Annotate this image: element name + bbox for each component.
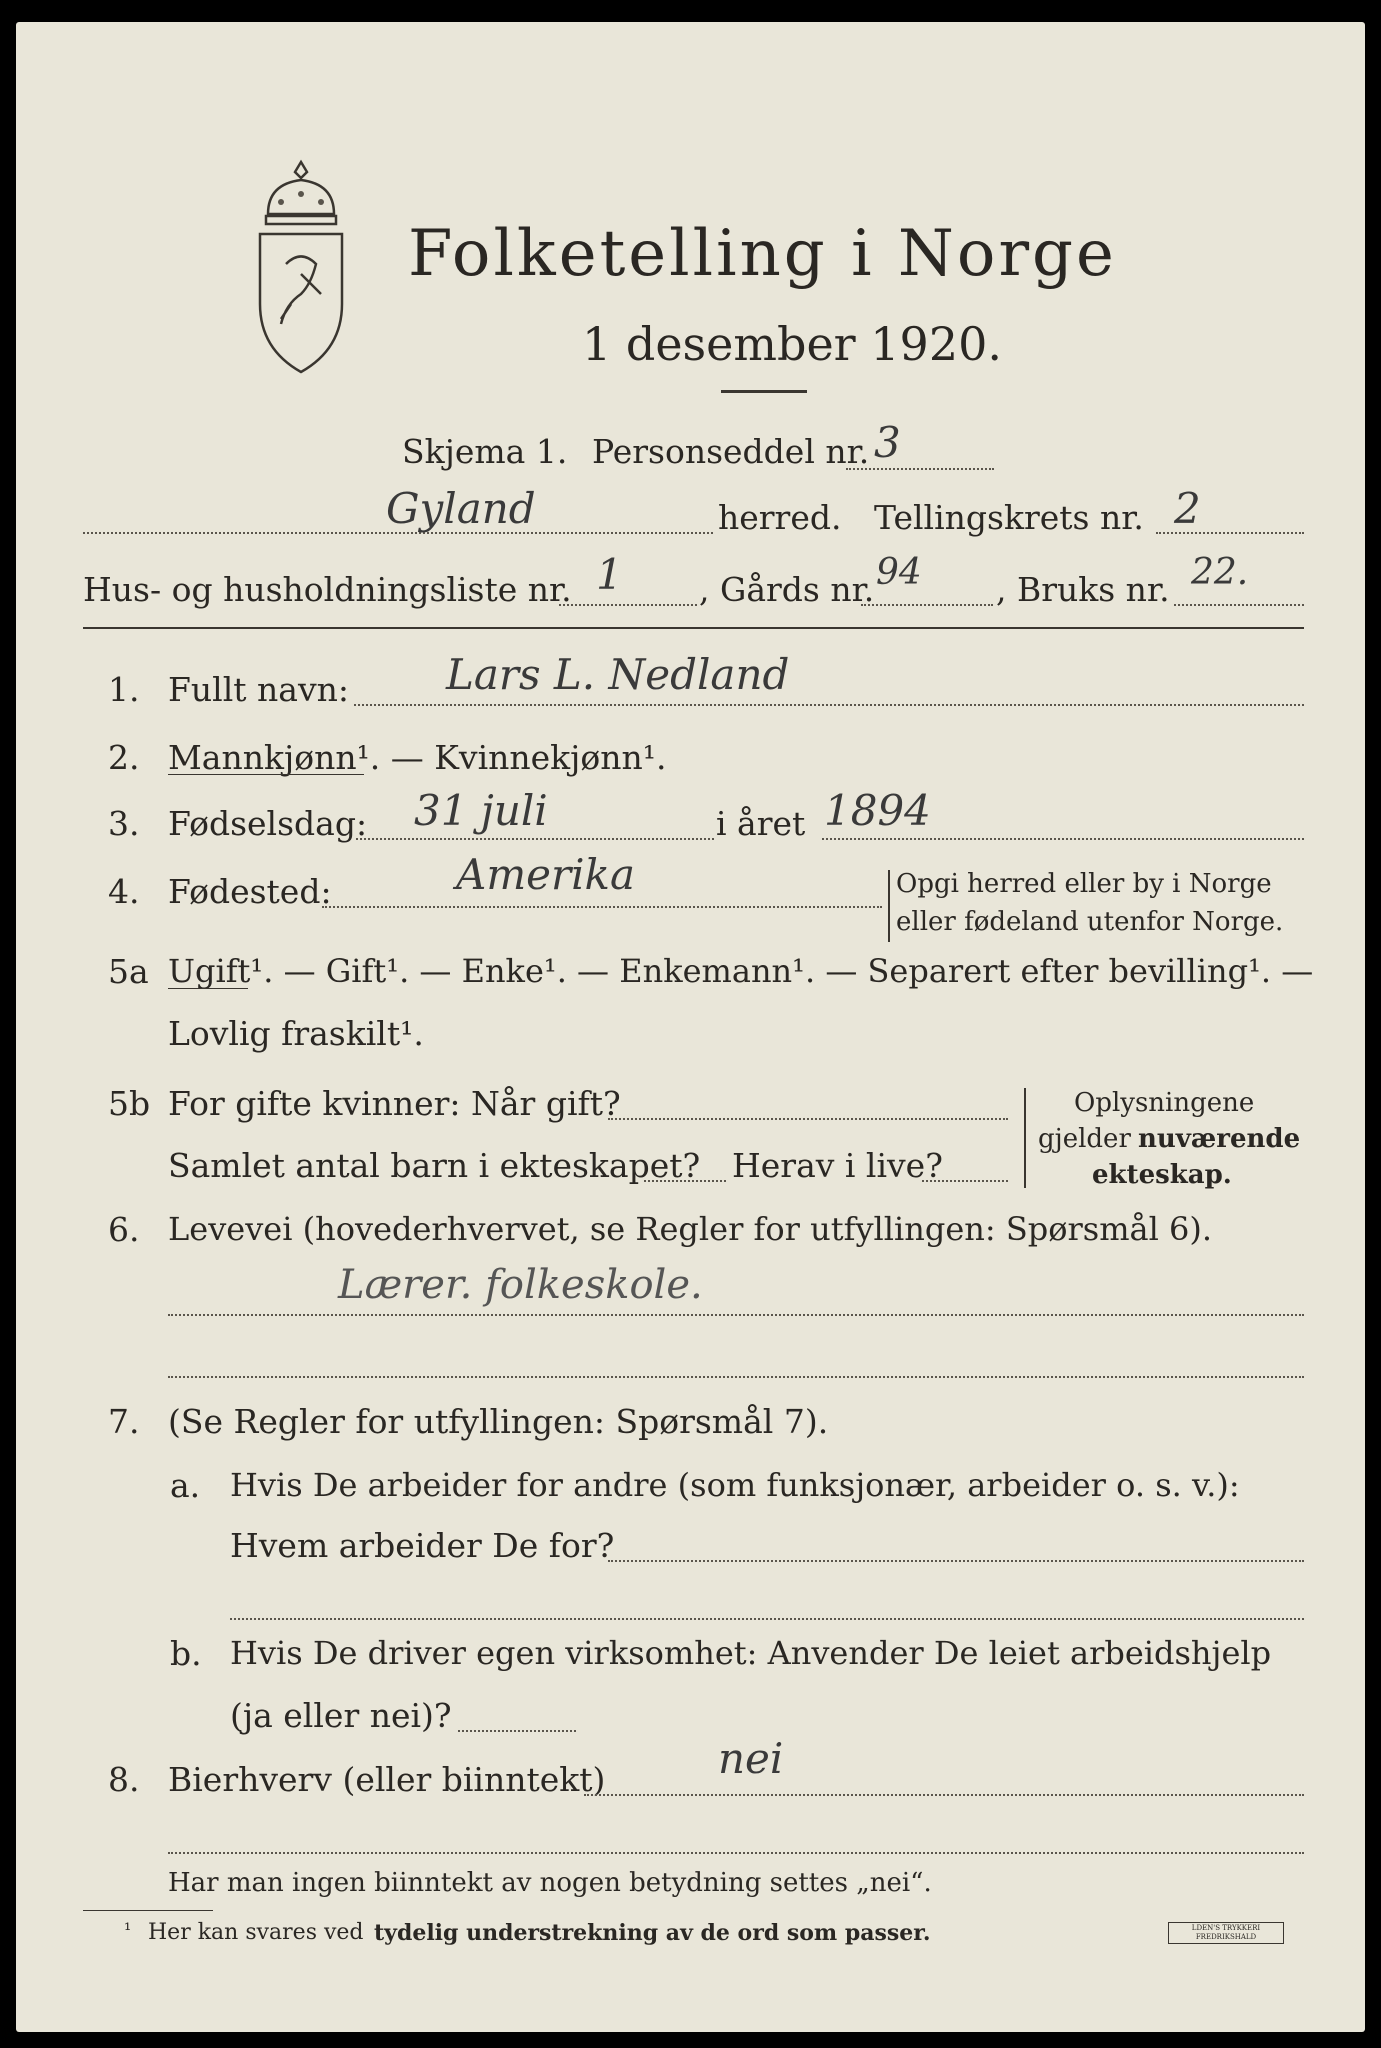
census-form-page bbox=[16, 22, 1365, 2032]
q5b-note-line3: ekteskap. bbox=[1092, 1160, 1232, 1190]
q7a-field-line2 bbox=[230, 1618, 1304, 1620]
q4-field-line bbox=[322, 906, 882, 908]
bruks-value[interactable]: 22. bbox=[1191, 552, 1249, 593]
q3-year-value[interactable]: 1894 bbox=[824, 786, 931, 835]
q3-label: Fødselsdag: bbox=[168, 804, 368, 843]
q4-note-line2: eller fødeland utenfor Norge. bbox=[896, 907, 1284, 937]
q3-value[interactable]: 31 juli bbox=[414, 786, 548, 835]
footer-note: Har man ingen biinntekt av nogen betydning settes „nei“. bbox=[168, 1868, 932, 1898]
bruks-label: , Bruks nr. bbox=[996, 570, 1170, 609]
q8-label: Bierhverv (eller biinntekt) bbox=[168, 1760, 606, 1799]
q7b-number: b. bbox=[170, 1634, 202, 1673]
title-divider bbox=[721, 390, 807, 393]
q3-year-label: i året bbox=[716, 804, 806, 843]
q4-note-line1: Opgi herred eller by i Norge bbox=[896, 869, 1272, 899]
gards-label: , Gårds nr. bbox=[699, 570, 875, 609]
hus-field-line bbox=[559, 604, 697, 606]
q3-year-field-line bbox=[822, 838, 1304, 840]
q7a-field-line1 bbox=[608, 1560, 1304, 1562]
q1-label: Fullt navn: bbox=[168, 670, 349, 709]
q5b-note-brace bbox=[1024, 1088, 1026, 1188]
footnote-text-a: Her kan svares ved bbox=[148, 1920, 364, 1945]
q1-value[interactable]: Lars L. Nedland bbox=[446, 650, 790, 699]
q5b-line2b: Herav i live? bbox=[732, 1146, 943, 1185]
q6-field-line1 bbox=[168, 1314, 1304, 1316]
printer-stamp: LDEN'S TRYKKERI FREDRIKSHALD bbox=[1168, 1922, 1284, 1944]
q5a-number: 5a bbox=[108, 952, 149, 991]
q7b-field-line bbox=[458, 1730, 576, 1732]
q5a-underline-mark bbox=[168, 988, 248, 989]
q5b-line2a: Samlet antal barn i ekteskapet? bbox=[168, 1146, 701, 1185]
skjema-label: Skjema 1. bbox=[402, 432, 568, 471]
q4-label: Fødested: bbox=[168, 872, 332, 911]
q1-field-line bbox=[354, 704, 1304, 706]
q5a-line2: Lovlig fraskilt¹. bbox=[168, 1014, 424, 1053]
q1-number: 1. bbox=[108, 670, 140, 709]
bruks-field-line bbox=[1174, 604, 1304, 606]
q7b-line2: (ja eller nei)? bbox=[230, 1696, 452, 1735]
q2-number: 2. bbox=[108, 738, 140, 777]
q7-text: (Se Regler for utfyllingen: Spørsmål 7). bbox=[168, 1402, 829, 1441]
q5b-number: 5b bbox=[108, 1084, 151, 1123]
form-title: Folketelling i Norge bbox=[408, 217, 1117, 291]
q5b-note-line2a: gjelder bbox=[1038, 1124, 1131, 1154]
q6-text: Levevei (hovederhvervet, se Regler for utfyllingen: Spørsmål 6). bbox=[168, 1210, 1213, 1248]
q6-value[interactable]: Lærer. folkeskole. bbox=[338, 1262, 703, 1308]
tellingskrets-label: Tellingskrets nr. bbox=[874, 498, 1144, 537]
tellingskrets-value[interactable]: 2 bbox=[1174, 484, 1201, 533]
q3-field-line bbox=[356, 838, 714, 840]
q5b-line1: For gifte kvinner: Når gift? bbox=[168, 1084, 621, 1123]
q8-field-line bbox=[584, 1794, 1304, 1796]
q4-note-brace bbox=[888, 870, 890, 942]
q6-field-line2 bbox=[168, 1376, 1304, 1378]
q7a-line2: Hvem arbeider De for? bbox=[230, 1526, 615, 1565]
q4-value[interactable]: Amerika bbox=[456, 850, 636, 899]
footnote-mark: ¹ bbox=[124, 1920, 132, 1941]
q5b-note-line2b: nuværende bbox=[1138, 1124, 1301, 1154]
q2-text: Mannkjønn¹. — Kvinnekjønn¹. bbox=[168, 738, 667, 777]
q5b-children-field-line bbox=[644, 1180, 726, 1182]
q3-number: 3. bbox=[108, 804, 140, 843]
coat-of-arms-icon bbox=[246, 154, 356, 384]
herred-label: herred. bbox=[718, 498, 842, 537]
footnote-text-b: tydelig understrekning av de ord som passer. bbox=[374, 1920, 931, 1946]
gards-field-line bbox=[861, 604, 993, 606]
q5b-note-line1: Oplysningene bbox=[1074, 1088, 1255, 1118]
hus-value[interactable]: 1 bbox=[596, 550, 623, 599]
q8-field-line2 bbox=[168, 1852, 1304, 1854]
personseddel-label: Personseddel nr. bbox=[592, 432, 870, 471]
personseddel-value[interactable]: 3 bbox=[874, 418, 901, 467]
q2-underline-mark bbox=[168, 774, 364, 775]
q5a-line1: Ugift¹. — Gift¹. — Enke¹. — Enkemann¹. — Separert efter bevilling¹. — bbox=[168, 952, 1314, 990]
header-divider bbox=[83, 627, 1304, 629]
gards-value[interactable]: 94 bbox=[876, 552, 922, 593]
q4-number: 4. bbox=[108, 872, 140, 911]
q6-number: 6. bbox=[108, 1210, 140, 1249]
q5b-living-field-line bbox=[922, 1180, 1008, 1182]
q7-number: 7. bbox=[108, 1402, 140, 1441]
q7b-line1: Hvis De driver egen virksomhet: Anvender De leiet arbeidshjelp bbox=[230, 1634, 1272, 1672]
q8-number: 8. bbox=[108, 1760, 140, 1799]
q7a-number: a. bbox=[170, 1466, 201, 1505]
personseddel-field-line bbox=[846, 468, 994, 470]
census-date: 1 desember 1920. bbox=[582, 317, 1002, 371]
q7a-line1: Hvis De arbeider for andre (som funksjonær, arbeider o. s. v.): bbox=[230, 1466, 1240, 1504]
herred-value[interactable]: Gyland bbox=[386, 484, 536, 533]
footnote-divider bbox=[83, 1910, 213, 1911]
q8-value[interactable]: nei bbox=[718, 1734, 784, 1783]
q5b-married-field-line bbox=[608, 1118, 1008, 1120]
hus-label: Hus- og husholdningsliste nr. bbox=[83, 570, 572, 609]
